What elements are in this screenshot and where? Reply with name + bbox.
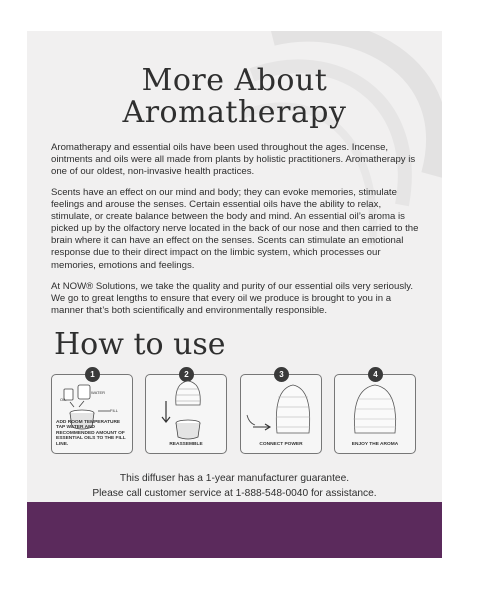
step-4-caption: ENJOY THE AROMA	[351, 441, 399, 447]
water-label: WATER	[91, 390, 105, 395]
title-line-1: More About	[141, 63, 328, 98]
paragraph-scents: Scents have an effect on our mind and body; they can evoke memories, stimulate feelings and arouse the senses. Certain essential oils have the ability to relax, stimulate, or create balance between the body and mind. An essential oil’s aroma is picked up by the olfactory nerve located in the back of our nose and then carried to the brain where it can have an effect on the senses. Scents can stimulate an emotional response due to their direct impact on the limbic system, which processes our memories, emotions and feelings.	[51, 187, 419, 271]
step-2-number: 2	[179, 367, 194, 382]
page-title	[27, 65, 442, 129]
step-3-caption: CONNECT POWER	[259, 441, 303, 447]
step-4-number: 4	[368, 367, 383, 382]
howto-heading: How to use	[54, 327, 226, 362]
guarantee-text	[27, 472, 442, 501]
step-1-card	[51, 370, 133, 454]
fill-label: FILL	[110, 408, 119, 413]
package-panel	[27, 31, 442, 558]
step-4-card	[334, 370, 416, 454]
paragraph-history: Aromatherapy and essential oils have been used throughout the ages. Incense, ointments and oils were all made from plants by holistic practitioners. Aromatherapy is one of our oldest, non-invasive health practices.	[51, 142, 416, 178]
support-line: Please call customer service at 1-888-548-0040 for assistance.	[92, 487, 377, 499]
oil-label: OIL	[60, 397, 67, 402]
step-1-caption: ADD ROOM TEMPERATURE TAP WATER AND RECOMMENDED AMOUNT OF ESSENTIAL OILS TO THE FILL LINE.	[56, 419, 126, 447]
step-1-number: 1	[85, 367, 100, 382]
paragraph-quality: At NOW® Solutions, we take the quality and purity of our essential oils very seriously. We go to great lengths to ensure that every oil we produce is brought to you in a manner that’s both scientifically and environmentally responsible.	[51, 281, 414, 317]
step-3-number: 3	[274, 367, 289, 382]
guarantee-line-1: This diffuser has a 1-year manufacturer guarantee.	[119, 473, 350, 484]
purple-band	[27, 502, 442, 558]
step-3-card	[240, 370, 322, 454]
step-2-card	[145, 370, 227, 454]
step-2-caption: REASSEMBLE	[169, 441, 203, 447]
title-line-2: Aromatherapy	[122, 95, 347, 130]
